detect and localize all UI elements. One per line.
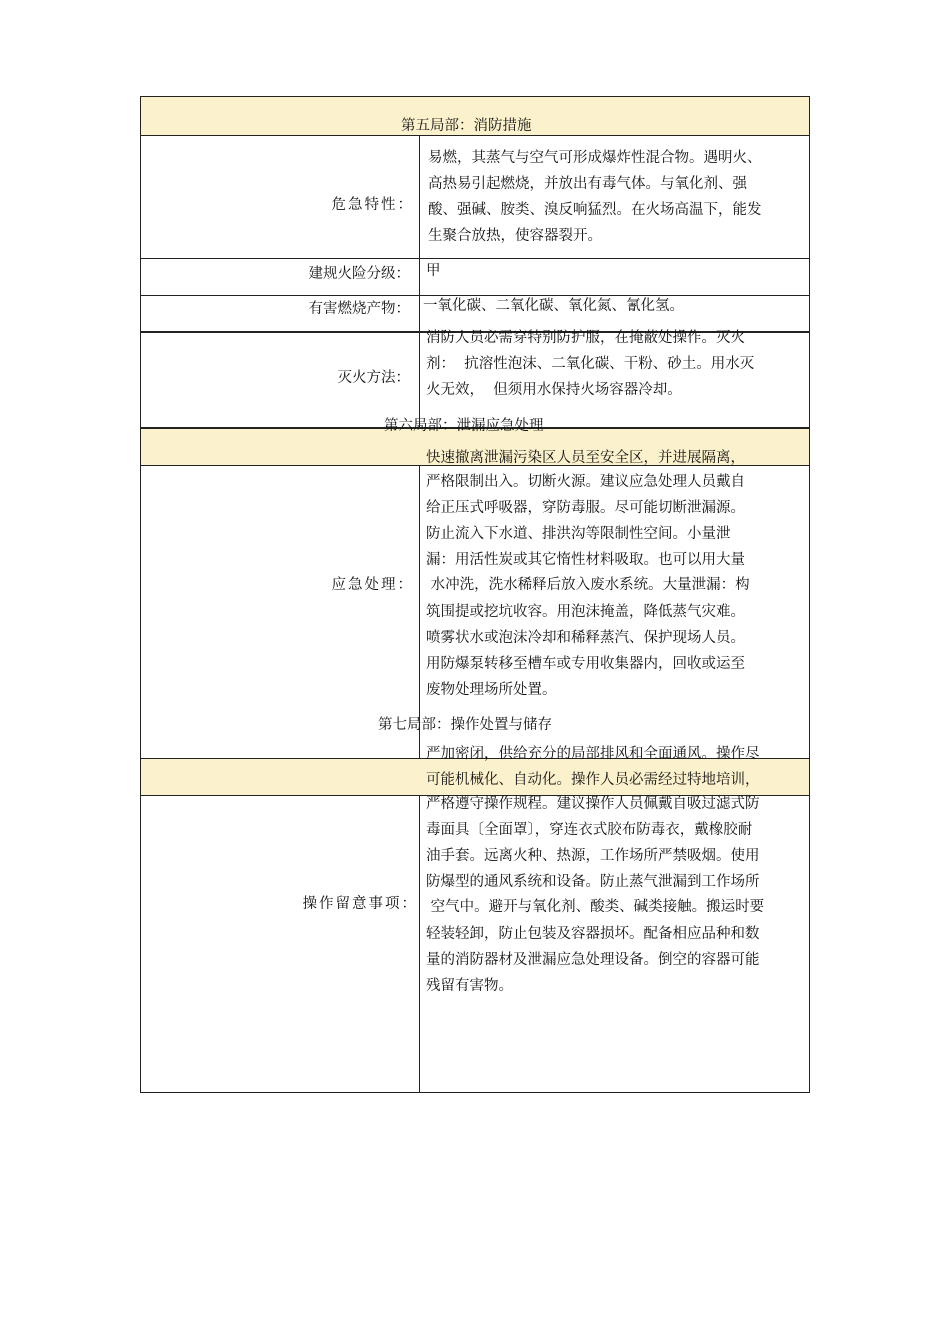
emergency-line: 喷雾状水或泡沫冷却和稀释蒸汽、保护现场人员。 bbox=[426, 630, 745, 646]
precautions-line: 严加密闭，供给充分的局部排风和全面通风。操作尽 bbox=[426, 746, 760, 762]
precautions-line: 轻装轻卸，防止包装及容器损坏。配备相应品种和数 bbox=[426, 926, 760, 942]
extinguishing-line: 剂： 抗溶性泡沫、二氧化碳、干粉、砂土。用水灭 bbox=[426, 356, 755, 372]
row-divider bbox=[140, 135, 810, 136]
emergency-line: 快速撤离泄漏污染区人员至安全区，并进展隔离， bbox=[426, 450, 745, 466]
emergency-line: 水冲洗，洗水稀释后放入废水系统。大量泄漏：构 bbox=[426, 577, 750, 593]
value-fire-class: 甲 bbox=[426, 263, 441, 279]
label-emergency: 应急处理： bbox=[331, 577, 414, 593]
precautions-line: 防爆型的通风系统和设备。防止蒸气泄漏到工作场所 bbox=[426, 874, 760, 890]
column-divider bbox=[419, 795, 420, 1093]
hazard-line: 生聚合放热，使容器裂开。 bbox=[428, 228, 602, 244]
emergency-line: 用防爆泵转移至槽车或专用收集器内，回收或运至 bbox=[426, 656, 745, 672]
label-combustion-products: 有害燃烧产物： bbox=[308, 301, 410, 317]
precautions-line: 量的消防器材及泄漏应急处理设备。倒空的容器可能 bbox=[426, 952, 760, 968]
precautions-line: 可能机械化、自动化。操作人员必需经过特地培训， bbox=[426, 772, 760, 788]
emergency-line: 漏：用活性炭或其它惰性材料吸取。也可以用大量 bbox=[426, 552, 745, 568]
section-title-leak: 第六局部：泄漏应急处理 bbox=[384, 418, 544, 434]
precautions-line: 毒面具〔全面罩〕，穿连衣式胶布防毒衣，戴橡胶耐 bbox=[426, 822, 753, 838]
row-divider bbox=[140, 258, 810, 259]
label-extinguishing: 灭火方法： bbox=[337, 370, 410, 386]
precautions-line: 油手套。远离火种、热源，工作场所严禁吸烟。使用 bbox=[426, 848, 760, 864]
hazard-line: 易燃，其蒸气与空气可形成爆炸性混合物。遇明火、 bbox=[428, 150, 762, 166]
column-divider bbox=[419, 135, 420, 429]
precautions-line: 空气中。避开与氧化剂、酸类、碱类接触。搬运时要 bbox=[426, 899, 765, 915]
emergency-line: 防止流入下水道、排洪沟等限制性空间。小量泄 bbox=[426, 526, 731, 542]
emergency-line: 严格限制出入。切断火源。建议应急处理人员戴自 bbox=[426, 474, 745, 490]
table-border-right bbox=[809, 96, 810, 1093]
label-hazard: 危急特性： bbox=[331, 197, 414, 213]
emergency-line: 废物处理场所处置。 bbox=[426, 682, 557, 698]
label-fire-class: 建规火险分级： bbox=[308, 266, 410, 282]
emergency-line: 给正压式呼吸器，穿防毒服。尽可能切断泄漏源。 bbox=[426, 500, 745, 516]
table-border-top bbox=[140, 96, 810, 97]
hazard-line: 高热易引起燃烧，并放出有毒气体。与氧化剂、强 bbox=[428, 176, 747, 192]
hazard-line: 酸、强碱、胺类、溴反响猛烈。在火场高温下，能发 bbox=[428, 202, 762, 218]
table-border-bottom bbox=[140, 1092, 810, 1093]
value-combustion-products: 一氧化碳、二氧化碳、氧化氮、氰化氢。 bbox=[423, 298, 684, 314]
section-title-fire: 第五局部：消防措施 bbox=[401, 118, 532, 134]
extinguishing-line: 火无效， 但须用水保持火场容器冷却。 bbox=[426, 382, 682, 398]
emergency-line: 筑围提或挖坑收容。用泡沫掩盖，降低蒸气灾难。 bbox=[426, 604, 745, 620]
precautions-line: 严格遵守操作规程。建议操作人员佩戴自吸过滤式防 bbox=[426, 796, 760, 812]
precautions-line: 残留有害物。 bbox=[426, 978, 513, 994]
section-title-handling: 第七局部：操作处置与储存 bbox=[378, 717, 552, 733]
label-precautions: 操作留意事项： bbox=[302, 896, 418, 912]
table-border-left bbox=[140, 96, 141, 1093]
safety-data-table bbox=[140, 96, 810, 1093]
extinguishing-line: 消防人员必需穿特别防护服，在掩蔽处操作。灭火 bbox=[426, 330, 745, 346]
